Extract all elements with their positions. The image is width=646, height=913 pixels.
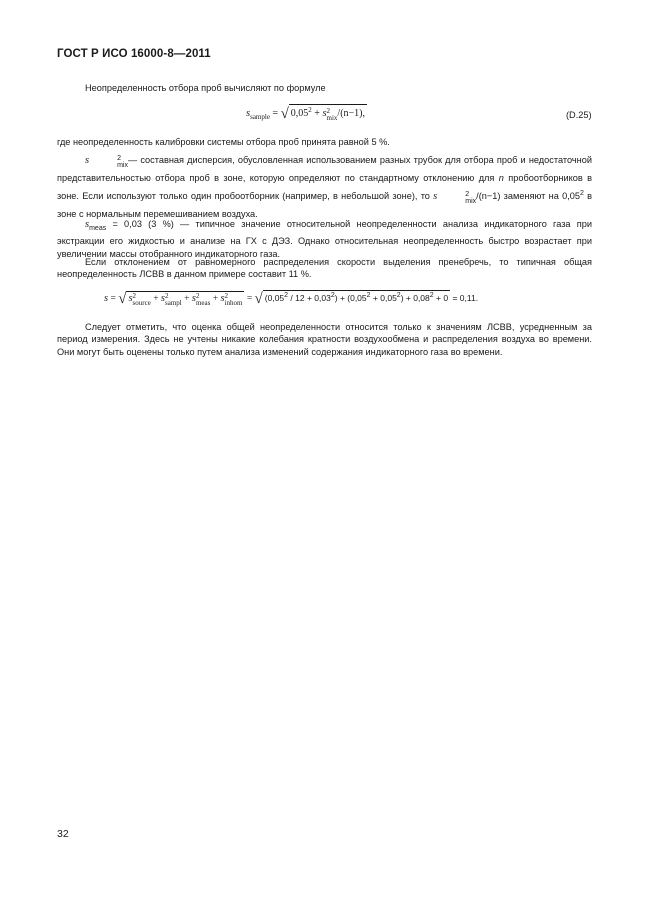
smix-definition: s 2 mix — составная дисперсия, обусловленная использованием разных трубок для отбора проб и недостаточной представительностью отбора проб в зоне, которую определяют по стандартному отклонению для n пробоотборников в зоне. Если используют только один пробоотборник (например, в небольшой зоне), то s 2 mix /(n−1) заменяют на 0,05$^2$ в зоне с нормальным перемешиванием воздуха. [57,155,592,219]
sqrt-icon: √ [280,106,289,122]
sqrt-icon: √ [254,291,263,307]
formula1-lhs: s [246,108,251,119]
definitions-block [57,136,592,148]
intro-text: Неопределенность отбора проб вычисляют по формуле [85,83,326,93]
equation-number: (D.25) [566,110,592,120]
sqrt-icon: √ [118,291,127,307]
formula-total: s = √ s 2 source + s 2 sampl + s 2 meas + s 2 inhom = √ $(0,05^2 / 12 + 0,03^2) + (0,05^2 + 0,05^2) + 0,08^2 + 0 = 0,11$. [104,291,479,307]
formula1-radicand: 0,05$^2$ + s 2 mix /(n−1), [290,106,365,122]
where-line: где неопределенность калибровки системы отбора проб принята равной 5 %. [57,137,390,147]
final-paragraph: Следует отметить, что оценка общей неопределенности относится только к значениям ЛСВВ, усредненным за период измерения. Здесь не учтены никакие колебания кратности воздухообмена и распределения воздуха во времени. Они могут быть оценены только путем анализа изменений содержания индикаторного газа во времени. [57,322,592,357]
formula1-eq: = [272,108,279,119]
formula1-lhs-sub: sample [250,113,270,121]
document-header: ГОСТ Р ИСО 16000-8—2011 [57,48,211,60]
page-number: 32 [57,828,69,840]
formula-d25 [246,104,367,123]
smeas-definition: $s_{meas} = 0,03$ (3 %) — типичное значение относительной неопределенности анализа индикаторного газа при экстракции его жидкостью и анализе на ГХ с ДЭЗ. Однако относительная неопределенность быстро возрастает при увеличении массы отобранного индикаторного газа. [57,219,592,259]
deviation-paragraph: Если отклонением от равномерного распределения скорости выделения пренебречь, то типичная общая неопределенность ЛСВВ в данном примере составит 11 %. [57,257,592,280]
intro-paragraph [57,82,592,94]
